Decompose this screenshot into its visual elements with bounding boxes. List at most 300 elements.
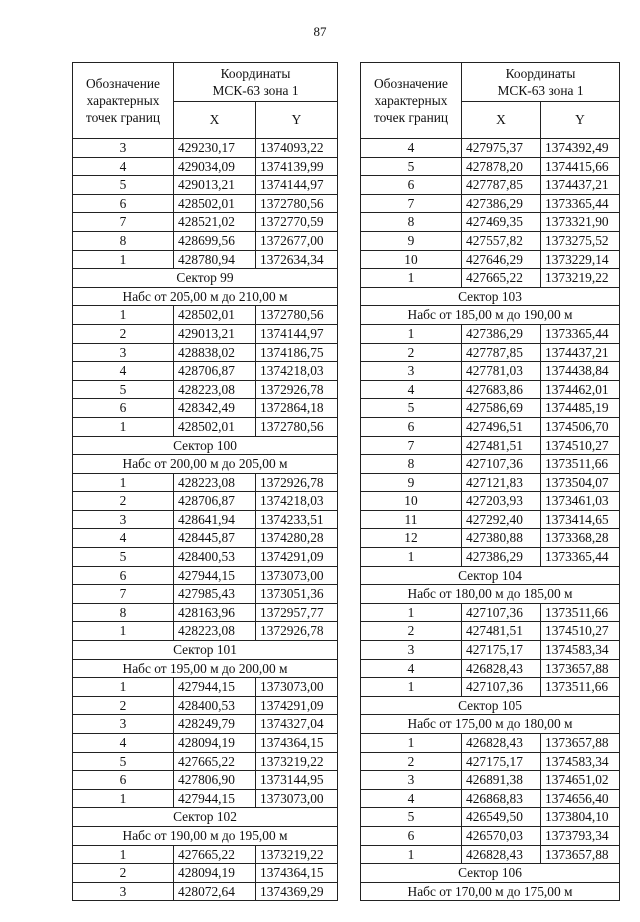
coord-x: 427386,29 [462, 548, 541, 567]
point-number: 4 [361, 139, 462, 158]
table-row [73, 789, 338, 808]
table-row [361, 734, 620, 753]
coord-x: 427586,69 [462, 399, 541, 418]
coord-x: 426891,38 [462, 771, 541, 790]
point-number: 3 [361, 771, 462, 790]
table-row [361, 250, 620, 269]
point-number: 2 [73, 492, 174, 511]
section-label: Сектор 101 [73, 641, 338, 660]
section-label: Набс от 170,00 м до 175,00 м [361, 882, 620, 901]
coord-x: 427878,20 [462, 157, 541, 176]
header-coordinates-system: МСК-63 зона 1 [497, 83, 584, 98]
table-row [73, 734, 338, 753]
coord-x: 428072,64 [174, 882, 256, 901]
table-row [361, 362, 620, 381]
section-label: Набс от 180,00 м до 185,00 м [361, 585, 620, 604]
point-number: 3 [361, 362, 462, 381]
table-row [73, 696, 338, 715]
table-row [73, 603, 338, 622]
coord-x: 427806,90 [174, 771, 256, 790]
table-row [361, 269, 620, 288]
coord-y: 1373461,03 [541, 492, 620, 511]
coord-y: 1373073,00 [256, 566, 338, 585]
table-row [73, 324, 338, 343]
point-number: 1 [73, 306, 174, 325]
table-row [73, 715, 338, 734]
point-number: 1 [73, 678, 174, 697]
coord-y: 1372926,78 [256, 380, 338, 399]
coord-x: 427665,22 [174, 752, 256, 771]
section-label: Сектор 99 [73, 269, 338, 288]
coord-x: 428502,01 [174, 417, 256, 436]
coord-y: 1374186,75 [256, 343, 338, 362]
table-row [73, 473, 338, 492]
coord-x: 426570,03 [462, 826, 541, 845]
coord-y: 1373793,34 [541, 826, 620, 845]
coord-y: 1373804,10 [541, 808, 620, 827]
header-coordinates-title: Координаты [220, 66, 291, 81]
coord-x: 428223,08 [174, 473, 256, 492]
header-coordinates-title: Координаты [505, 66, 576, 81]
coord-y: 1373365,44 [541, 548, 620, 567]
table-row [361, 752, 620, 771]
table-row [361, 231, 620, 250]
table-row [73, 362, 338, 381]
table-row [73, 882, 338, 901]
table-row [73, 585, 338, 604]
coord-y: 1374656,40 [541, 789, 620, 808]
point-number: 1 [361, 269, 462, 288]
coord-x: 427107,36 [462, 678, 541, 697]
point-number: 1 [73, 845, 174, 864]
point-number: 4 [73, 529, 174, 548]
point-number: 10 [361, 492, 462, 511]
coord-y: 1373511,66 [541, 455, 620, 474]
table-row [73, 250, 338, 269]
header-x: X [462, 102, 541, 139]
coord-x: 427944,15 [174, 789, 256, 808]
table-row [361, 417, 620, 436]
coord-x: 427107,36 [462, 603, 541, 622]
coord-y: 1374485,19 [541, 399, 620, 418]
coord-x: 428521,02 [174, 213, 256, 232]
table-row [361, 622, 620, 641]
coord-x: 427557,82 [462, 231, 541, 250]
section-row [73, 641, 338, 660]
coord-x: 427380,88 [462, 529, 541, 548]
point-number: 1 [73, 250, 174, 269]
point-number: 3 [73, 343, 174, 362]
point-number: 4 [361, 659, 462, 678]
point-number: 9 [361, 231, 462, 250]
point-number: 6 [73, 399, 174, 418]
coord-x: 427787,85 [462, 343, 541, 362]
table-row [361, 399, 620, 418]
coord-y: 1372780,56 [256, 417, 338, 436]
coord-y: 1374093,22 [256, 139, 338, 158]
table-row [73, 492, 338, 511]
coord-y: 1373073,00 [256, 678, 338, 697]
section-label: Набс от 200,00 м до 205,00 м [73, 455, 338, 474]
table-row [361, 678, 620, 697]
table-row [73, 845, 338, 864]
table-row [361, 436, 620, 455]
table-row [73, 548, 338, 567]
coord-y: 1374364,15 [256, 864, 338, 883]
coord-x: 429013,21 [174, 324, 256, 343]
table-row [361, 380, 620, 399]
table-row [73, 306, 338, 325]
table-row [73, 566, 338, 585]
coord-x: 427175,17 [462, 641, 541, 660]
coord-y: 1374139,99 [256, 157, 338, 176]
point-number: 1 [361, 603, 462, 622]
coord-x: 428400,53 [174, 548, 256, 567]
table-row [73, 231, 338, 250]
table-row [73, 380, 338, 399]
coord-x: 429230,17 [174, 139, 256, 158]
coord-y: 1373657,88 [541, 659, 620, 678]
coord-y: 1372864,18 [256, 399, 338, 418]
coord-x: 427646,29 [462, 250, 541, 269]
table-row [361, 641, 620, 660]
coord-y: 1372770,59 [256, 213, 338, 232]
coord-y: 1373504,07 [541, 473, 620, 492]
coordinates-body-left [73, 139, 338, 901]
coord-y: 1373657,88 [541, 845, 620, 864]
section-row [73, 826, 338, 845]
coord-y: 1372926,78 [256, 473, 338, 492]
table-row [361, 529, 620, 548]
coord-y: 1372926,78 [256, 622, 338, 641]
coord-x: 427481,51 [462, 622, 541, 641]
point-number: 8 [73, 603, 174, 622]
point-number: 4 [361, 380, 462, 399]
coord-x: 428223,08 [174, 380, 256, 399]
point-number: 1 [361, 678, 462, 697]
section-label: Сектор 102 [73, 808, 338, 827]
coord-x: 426549,50 [462, 808, 541, 827]
coord-y: 1374369,29 [256, 882, 338, 901]
coord-y: 1373657,88 [541, 734, 620, 753]
point-number: 3 [73, 139, 174, 158]
coord-x: 427496,51 [462, 417, 541, 436]
point-number: 1 [361, 734, 462, 753]
table-row [361, 194, 620, 213]
point-number: 9 [361, 473, 462, 492]
point-number: 1 [73, 622, 174, 641]
point-number: 6 [361, 417, 462, 436]
coord-x: 428706,87 [174, 492, 256, 511]
table-row [73, 622, 338, 641]
coord-y: 1372677,00 [256, 231, 338, 250]
page-number: 87 [313, 24, 327, 39]
coord-x: 427781,03 [462, 362, 541, 381]
table-row [361, 139, 620, 158]
point-number: 6 [73, 771, 174, 790]
coord-x: 427121,83 [462, 473, 541, 492]
section-label: Сектор 100 [73, 436, 338, 455]
point-number: 6 [73, 566, 174, 585]
point-number: 4 [361, 789, 462, 808]
coord-x: 428223,08 [174, 622, 256, 641]
coord-y: 1373219,22 [541, 269, 620, 288]
coord-x: 427985,43 [174, 585, 256, 604]
coord-x: 427975,37 [462, 139, 541, 158]
coord-x: 428502,01 [174, 194, 256, 213]
coord-y: 1374583,34 [541, 752, 620, 771]
table-row [361, 213, 620, 232]
coord-x: 427787,85 [462, 176, 541, 195]
coord-x: 429013,21 [174, 176, 256, 195]
coord-x: 428445,87 [174, 529, 256, 548]
coord-y: 1374583,34 [541, 641, 620, 660]
table-row [361, 826, 620, 845]
coord-y: 1372780,56 [256, 306, 338, 325]
coord-x: 427944,15 [174, 678, 256, 697]
coord-x: 428249,79 [174, 715, 256, 734]
coord-x: 428094,19 [174, 864, 256, 883]
coord-x: 428502,01 [174, 306, 256, 325]
coord-x: 427203,93 [462, 492, 541, 511]
header-coordinates-system: МСК-63 зона 1 [212, 83, 299, 98]
coord-x: 427665,22 [462, 269, 541, 288]
coord-x: 428838,02 [174, 343, 256, 362]
coordinates-body-right [361, 139, 620, 901]
table-row [361, 324, 620, 343]
section-row [73, 455, 338, 474]
coord-x: 428163,96 [174, 603, 256, 622]
point-number: 3 [73, 510, 174, 529]
point-number: 7 [73, 213, 174, 232]
section-row [361, 566, 620, 585]
section-label: Набс от 195,00 м до 200,00 м [73, 659, 338, 678]
header-coordinates [462, 63, 620, 102]
coordinates-table-right [360, 62, 620, 901]
table-row [73, 176, 338, 195]
table-row [361, 659, 620, 678]
section-label: Сектор 104 [361, 566, 620, 585]
coord-y: 1374233,51 [256, 510, 338, 529]
table-row [361, 510, 620, 529]
point-number: 1 [361, 324, 462, 343]
coord-y: 1374364,15 [256, 734, 338, 753]
table-row [361, 176, 620, 195]
coord-x: 426828,43 [462, 659, 541, 678]
section-label: Сектор 103 [361, 287, 620, 306]
coord-y: 1374506,70 [541, 417, 620, 436]
header-x: X [174, 102, 256, 139]
section-label: Набс от 205,00 м до 210,00 м [73, 287, 338, 306]
coord-x: 428780,94 [174, 250, 256, 269]
point-number: 3 [73, 882, 174, 901]
section-row [73, 269, 338, 288]
coord-x: 427386,29 [462, 324, 541, 343]
coord-y: 1373051,36 [256, 585, 338, 604]
coord-x: 428342,49 [174, 399, 256, 418]
table-row [73, 529, 338, 548]
header-y: Y [541, 102, 620, 139]
coord-y: 1374392,49 [541, 139, 620, 158]
coord-x: 428699,56 [174, 231, 256, 250]
coord-y: 1373321,90 [541, 213, 620, 232]
point-number: 3 [361, 641, 462, 660]
point-number: 5 [73, 548, 174, 567]
point-number: 6 [361, 176, 462, 195]
table-row [361, 771, 620, 790]
section-row [73, 659, 338, 678]
coord-y: 1374327,04 [256, 715, 338, 734]
table-row [73, 417, 338, 436]
table-row [73, 139, 338, 158]
coord-y: 1374280,28 [256, 529, 338, 548]
point-number: 12 [361, 529, 462, 548]
section-label: Сектор 106 [361, 864, 620, 883]
coord-y: 1374415,66 [541, 157, 620, 176]
point-number: 5 [73, 752, 174, 771]
coord-x: 427107,36 [462, 455, 541, 474]
coord-y: 1374144,97 [256, 176, 338, 195]
table-row [73, 864, 338, 883]
table-row [361, 845, 620, 864]
coord-x: 427665,22 [174, 845, 256, 864]
point-number: 7 [73, 585, 174, 604]
coord-y: 1373414,65 [541, 510, 620, 529]
coord-y: 1374437,21 [541, 176, 620, 195]
coord-y: 1372957,77 [256, 603, 338, 622]
point-number: 1 [361, 548, 462, 567]
table-row [361, 548, 620, 567]
coord-y: 1374438,84 [541, 362, 620, 381]
coord-y: 1373365,44 [541, 194, 620, 213]
coord-x: 426828,43 [462, 734, 541, 753]
coord-y: 1373219,22 [256, 845, 338, 864]
section-row [73, 436, 338, 455]
point-number: 11 [361, 510, 462, 529]
table-row [361, 603, 620, 622]
point-number: 2 [73, 696, 174, 715]
point-number: 7 [361, 194, 462, 213]
coord-x: 429034,09 [174, 157, 256, 176]
point-number: 7 [361, 436, 462, 455]
header-designation: Обозначение характерных точек границ [361, 63, 462, 139]
point-number: 8 [361, 213, 462, 232]
table-row [73, 157, 338, 176]
header-coordinates [174, 63, 338, 102]
coord-x: 427481,51 [462, 436, 541, 455]
coord-x: 428094,19 [174, 734, 256, 753]
point-number: 8 [73, 231, 174, 250]
point-number: 2 [73, 864, 174, 883]
table-row [361, 157, 620, 176]
point-number: 5 [73, 380, 174, 399]
coord-y: 1374144,97 [256, 324, 338, 343]
coord-y: 1373073,00 [256, 789, 338, 808]
coord-y: 1373511,66 [541, 678, 620, 697]
point-number: 5 [361, 157, 462, 176]
point-number: 5 [73, 176, 174, 195]
coord-x: 427292,40 [462, 510, 541, 529]
table-row [73, 343, 338, 362]
point-number: 6 [361, 826, 462, 845]
point-number: 1 [73, 473, 174, 492]
coord-y: 1373511,66 [541, 603, 620, 622]
point-number: 4 [73, 362, 174, 381]
section-row [361, 306, 620, 325]
header-designation: Обозначение характерных точек границ [73, 63, 174, 139]
point-number: 5 [361, 808, 462, 827]
coord-y: 1374510,27 [541, 622, 620, 641]
coord-x: 428400,53 [174, 696, 256, 715]
section-row [361, 287, 620, 306]
coord-y: 1373368,28 [541, 529, 620, 548]
coord-y: 1373365,44 [541, 324, 620, 343]
coord-y: 1374291,09 [256, 548, 338, 567]
point-number: 1 [361, 845, 462, 864]
point-number: 1 [73, 789, 174, 808]
table-row [361, 343, 620, 362]
point-number: 6 [73, 194, 174, 213]
point-number: 5 [361, 399, 462, 418]
table-row [361, 455, 620, 474]
coord-x: 426868,83 [462, 789, 541, 808]
coord-y: 1374462,01 [541, 380, 620, 399]
coord-x: 428641,94 [174, 510, 256, 529]
section-label: Набс от 175,00 м до 180,00 м [361, 715, 620, 734]
table-row [73, 510, 338, 529]
section-row [361, 585, 620, 604]
point-number: 2 [73, 324, 174, 343]
point-number: 3 [73, 715, 174, 734]
coord-x: 428706,87 [174, 362, 256, 381]
coord-x: 426828,43 [462, 845, 541, 864]
table-row [361, 492, 620, 511]
coord-y: 1372634,34 [256, 250, 338, 269]
table-row [361, 789, 620, 808]
section-label: Сектор 105 [361, 696, 620, 715]
point-number: 2 [361, 752, 462, 771]
table-row [73, 213, 338, 232]
coord-y: 1374218,03 [256, 362, 338, 381]
section-label: Набс от 185,00 м до 190,00 м [361, 306, 620, 325]
section-row [73, 287, 338, 306]
coord-y: 1374437,21 [541, 343, 620, 362]
coord-y: 1373229,14 [541, 250, 620, 269]
table-row [73, 678, 338, 697]
coord-y: 1373275,52 [541, 231, 620, 250]
coord-y: 1374291,09 [256, 696, 338, 715]
header-y: Y [256, 102, 338, 139]
coord-y: 1374510,27 [541, 436, 620, 455]
table-row [73, 399, 338, 418]
point-number: 4 [73, 157, 174, 176]
table-row [361, 808, 620, 827]
table-row [73, 771, 338, 790]
coord-x: 427944,15 [174, 566, 256, 585]
coord-y: 1372780,56 [256, 194, 338, 213]
section-row [73, 808, 338, 827]
coord-y: 1373144,95 [256, 771, 338, 790]
table-row [73, 752, 338, 771]
coord-y: 1374651,02 [541, 771, 620, 790]
coord-x: 427386,29 [462, 194, 541, 213]
coord-x: 427683,86 [462, 380, 541, 399]
point-number: 1 [73, 417, 174, 436]
point-number: 2 [361, 343, 462, 362]
table-row [361, 473, 620, 492]
coord-x: 427469,35 [462, 213, 541, 232]
table-row [73, 194, 338, 213]
